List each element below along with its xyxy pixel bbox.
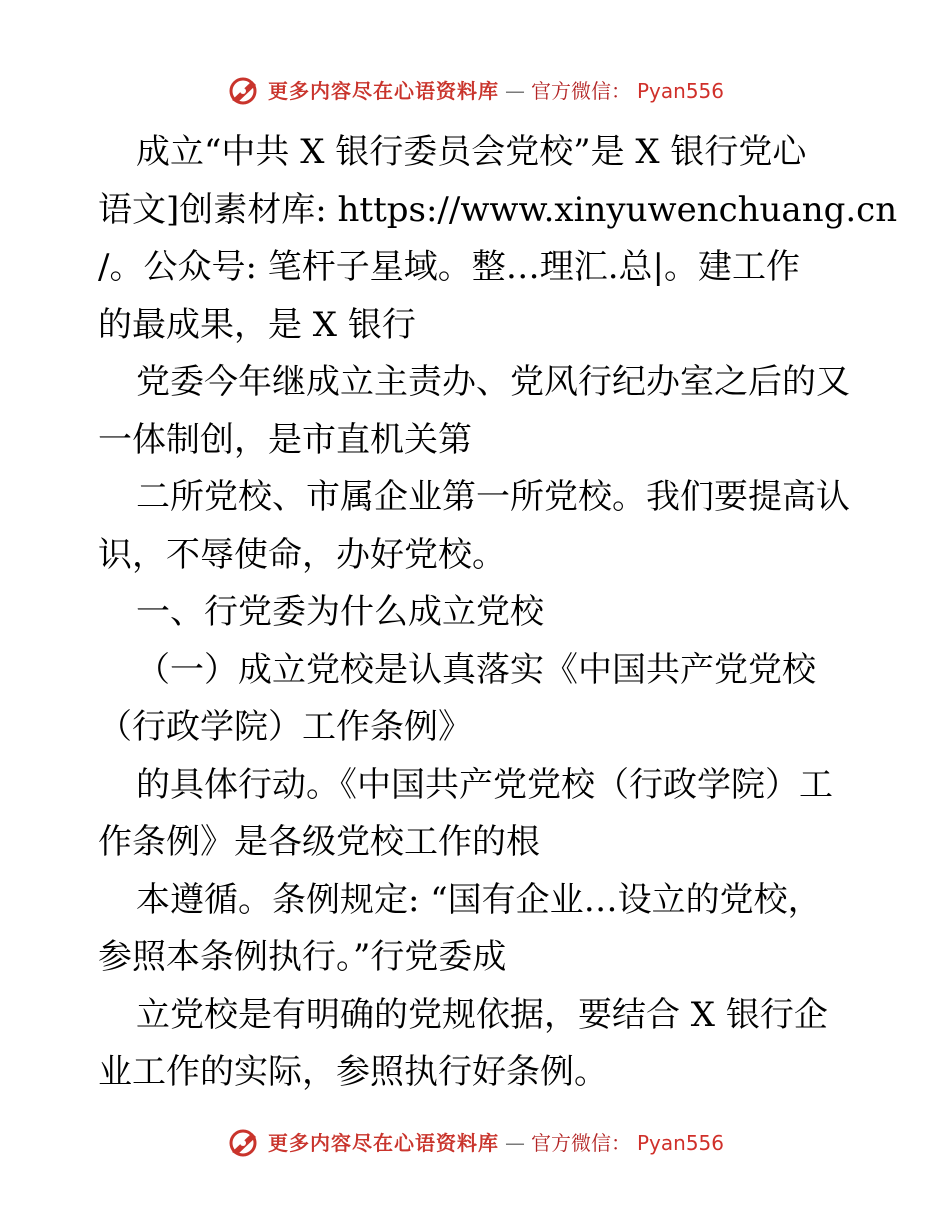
watermark-wechat-id: Pyan556 [636,1131,724,1155]
body-line: 业工作的实际，参照执行好条例。 [98,1052,608,1092]
watermark-main-text: 更多内容尽在心语资料库 [267,1131,499,1155]
body-line: 本遵循。条例规定: “国有企业…设立的党校， [136,879,822,920]
body-line: 参照本条例执行。”行党委成 [98,937,507,977]
body-line: 作条例》是各级党校工作的根 [98,822,540,862]
pen-nib-logo-icon [226,1128,262,1158]
watermark-main-text: 更多内容尽在心语资料库 [267,79,499,103]
watermark-wechat-label: 官方微信： [530,79,631,103]
body-line: 识，不辱使命，办好党校。 [98,534,506,575]
body-line: 一体制创，是市直机关第 [98,419,472,460]
watermark-wechat-label: 官方微信： [530,1131,631,1155]
section-heading: 一、行党委为什么成立党校 [136,592,544,632]
body-line: 二所党校、市属企业第一所党校。我们要提高认 [136,477,850,517]
body-line: 立党校是有明确的党规依据，要结合 X 银行企 [136,994,828,1035]
document-body [98,124,898,1102]
watermark-wechat-id: Pyan556 [636,79,724,103]
body-line: /。公众号: 笔杆子星域。整…理汇.总|。建工作 [98,247,800,287]
pen-nib-logo-icon [226,76,262,106]
body-line: 党委今年继成立主责办、党风行纪办室之后的又 [136,362,850,402]
body-line: 的具体行动。《中国共产党党校（行政学院）工 [136,764,833,805]
watermark-separator: — [504,79,525,103]
body-line: 语文]创素材库: https://www.xinyuwenchuang.cn [98,189,898,230]
body-line: 的最成果，是 X 银行 [98,304,416,345]
header-watermark [0,76,950,106]
subsection-heading: （一）成立党校是认真落实《中国共产党党校 [136,649,816,690]
body-line: 成立“中共 X 银行委员会党校”是 X 银行党心 [136,132,807,172]
watermark-separator: — [504,1131,525,1155]
footer-watermark [0,1128,950,1158]
body-line: （行政学院）工作条例》 [98,707,472,747]
